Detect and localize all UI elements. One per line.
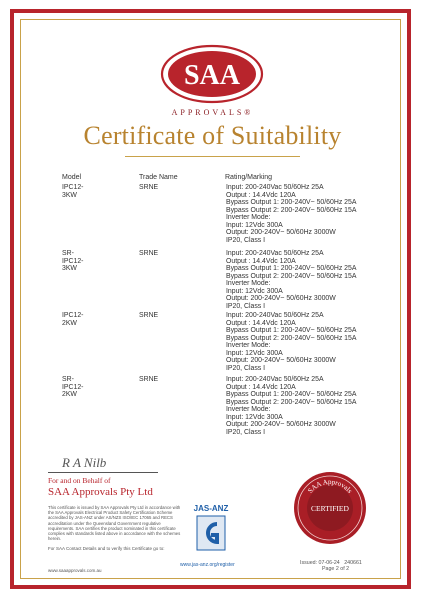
- title-divider: [125, 156, 300, 157]
- rating-line: Input: 200-240Vac 50/60Hz 25A: [226, 184, 324, 191]
- signature-line: [48, 472, 158, 473]
- trade-name: SRNE: [139, 376, 159, 383]
- certificate-title: Certificate of Suitability: [83, 121, 342, 150]
- page-number: Page 2 of 2: [322, 566, 350, 572]
- rating-line: IP20, Class I: [226, 428, 266, 436]
- rating-line: Input: 200-240Vac 50/60Hz 25A: [226, 250, 324, 257]
- behalf-line: For and on Behalf of: [48, 476, 111, 485]
- rating-line: Bypass Output 2: 200-240V~ 50/60Hz 15A: [226, 272, 357, 280]
- logo-brand-text: SAA: [183, 60, 241, 91]
- jas-anz-text: JAS-ANZ: [193, 504, 229, 513]
- rating-line: Output : 14.4Vdc 120A: [226, 257, 296, 265]
- jas-anz-logo: [183, 502, 239, 562]
- rating-line: Input: 12Vdc 300A: [226, 349, 283, 357]
- fine-print: This certificate is issued by SAA Approvals Pty Ltd in accordance with the SAA Approvals Electrical Product Safety Certification Scheme accredited by JAS-ANZ under AS/NZS ISO/IEC 17065 and RECS accreditation under the Queensland Government regulative requirements. SAA certifies the product nominated in this certificate complies with standards listed above in accordance with the schemes herein.: [48, 505, 181, 542]
- company-name: SAA Approvals Pty Ltd: [48, 486, 153, 498]
- rating-line: IP20, Class I: [226, 364, 266, 372]
- rating-line: Bypass Output 1: 200-240V~ 50/60Hz 25A: [226, 327, 357, 335]
- rating-line: Output: 200-240V~ 50/60Hz 3000W: [226, 229, 336, 237]
- rating-line: Input: 12Vdc 300A: [226, 221, 283, 229]
- rating-line: Bypass Output 2: 200-240V~ 50/60Hz 15A: [226, 398, 357, 406]
- certified-seal: [292, 470, 368, 546]
- rating-line: Input: 200-240Vac 50/60Hz 25A: [226, 312, 324, 319]
- seal-ring-text: SAA Approvals: [306, 477, 354, 495]
- trade-name: SRNE: [139, 250, 159, 257]
- contact-line: For SAA Contact Details and to verify this Certificate go to:: [48, 546, 165, 551]
- rating-line: Output : 14.4Vdc 120A: [226, 383, 296, 391]
- rating-list: [226, 250, 425, 310]
- model-name: SR-IPC12-2KW: [62, 376, 84, 399]
- rating-line: Bypass Output 1: 200-240V~ 50/60Hz 25A: [226, 391, 357, 399]
- signature: R A Nilb: [62, 455, 107, 470]
- certificate-number: 240661: [344, 560, 362, 566]
- rating-line: Inverter Mode:: [226, 280, 271, 288]
- rating-list: [226, 376, 425, 436]
- rating-line: Output: 200-240V~ 50/60Hz 3000W: [226, 295, 336, 303]
- rating-line: Output : 14.4Vdc 120A: [226, 319, 296, 327]
- rating-list: [226, 312, 425, 372]
- rating-line: Bypass Output 1: 200-240V~ 50/60Hz 25A: [226, 199, 357, 207]
- column-header-rating: Rating/Marking: [225, 174, 273, 181]
- website-link[interactable]: www.saaapprovals.com.au: [48, 568, 102, 573]
- model-name: IPC12-2KW: [62, 312, 84, 327]
- column-header-trade-name: Trade Name: [139, 174, 178, 181]
- model-name: SR-IPC12-3KW: [62, 250, 84, 273]
- rating-line: IP20, Class I: [226, 236, 266, 244]
- rating-line: Bypass Output 1: 200-240V~ 50/60Hz 25A: [226, 265, 357, 273]
- saa-logo: [160, 44, 264, 104]
- jas-anz-url[interactable]: www.jas-anz.org/register: [180, 562, 235, 568]
- rating-line: Output: 200-240V~ 50/60Hz 3000W: [226, 357, 336, 365]
- model-name: IPC12-3KW: [62, 184, 84, 199]
- rating-line: Output: 200-240V~ 50/60Hz 3000W: [226, 421, 336, 429]
- rating-line: Bypass Output 2: 200-240V~ 50/60Hz 15A: [226, 206, 357, 214]
- tagline-text: APPROVALS: [171, 108, 245, 117]
- rating-line: Input: 12Vdc 300A: [226, 287, 283, 295]
- seal-center-text: CERTIFIED: [311, 504, 349, 513]
- rating-line: Output : 14.4Vdc 120A: [226, 191, 296, 199]
- issued-date: Issued: 07-06-24: [300, 560, 340, 566]
- registered-mark: ®: [244, 108, 254, 117]
- approvals-tagline: [0, 108, 425, 117]
- trade-name: SRNE: [139, 312, 159, 319]
- column-header-model: Model: [62, 174, 82, 181]
- rating-line: Input: 200-240Vac 50/60Hz 25A: [226, 376, 324, 383]
- rating-line: IP20, Class I: [226, 302, 266, 310]
- rating-line: Inverter Mode:: [226, 214, 271, 222]
- rating-line: Input: 12Vdc 300A: [226, 413, 283, 421]
- trade-name: SRNE: [139, 184, 159, 191]
- rating-line: Bypass Output 2: 200-240V~ 50/60Hz 15A: [226, 334, 357, 342]
- rating-list: [226, 184, 425, 244]
- rating-line: Inverter Mode:: [226, 342, 271, 350]
- rating-line: Inverter Mode:: [226, 406, 271, 414]
